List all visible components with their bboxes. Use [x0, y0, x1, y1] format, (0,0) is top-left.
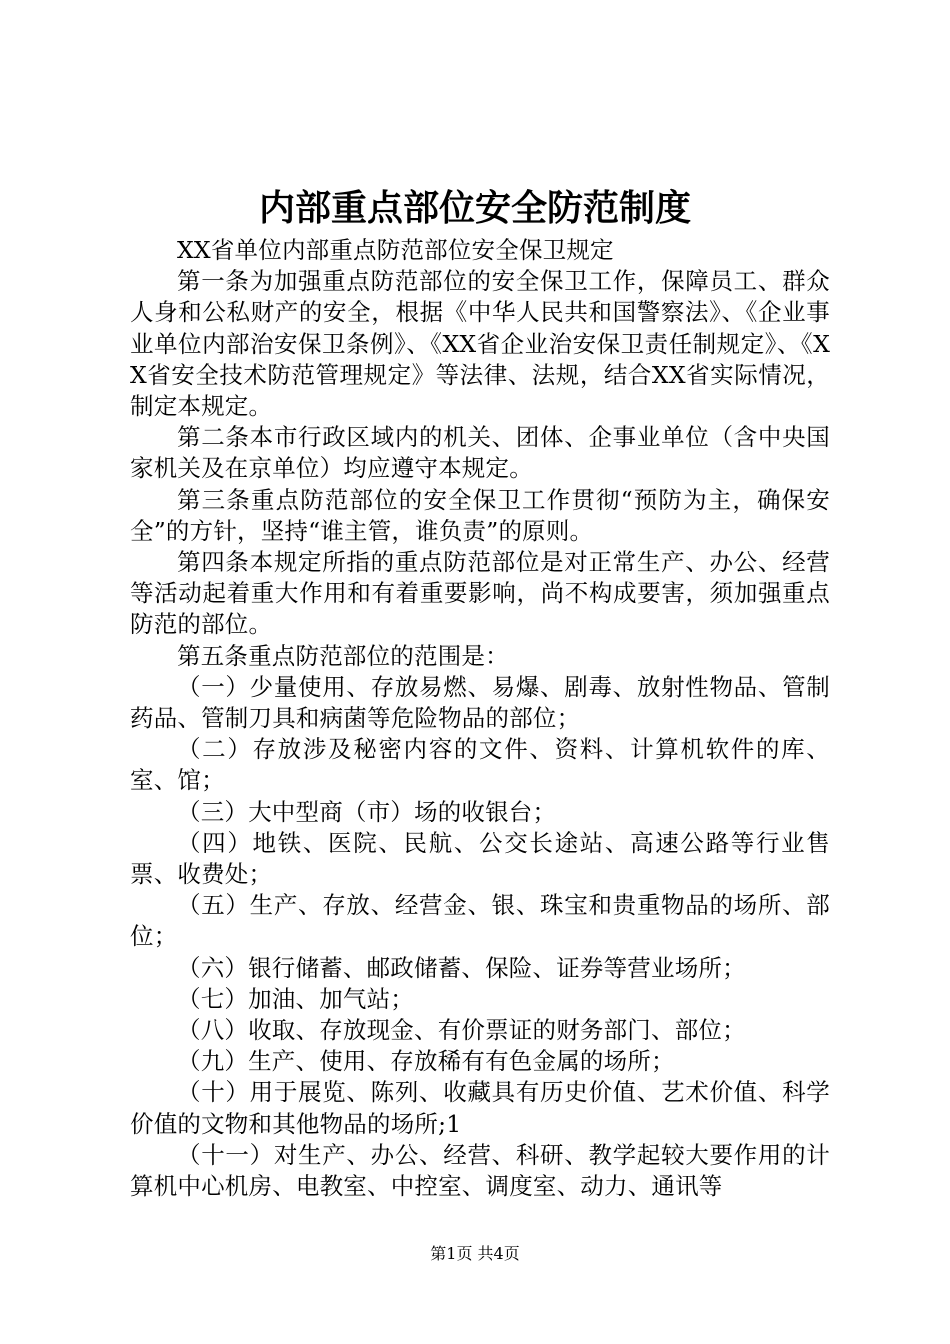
list-item-10: （十）用于展览、陈列、收藏具有历史价值、艺术价值、科学价值的文物和其他物品的场所;1: [130, 1078, 830, 1138]
list-item-8: （八）收取、存放现金、有价票证的财务部门、部位；: [177, 1016, 746, 1045]
document-title: 内部重点部位安全防范制度: [258, 188, 691, 229]
list-item-3: （三）大中型商（市）场的收银台；: [177, 797, 557, 826]
paragraph-article-2: 第二条本市行政区域内的机关、团体、企事业单位（含中央国家机关及在京单位）均应遵守本规定。: [130, 423, 830, 483]
paragraph-article-4: 第四条本规定所指的重点防范部位是对正常生产、办公、经营等活动起着重大作用和有着重要影响，尚不构成要害，须加强重点防范的部位。: [130, 548, 830, 639]
list-item-2: （二）存放涉及秘密内容的文件、资料、计算机软件的库、室、馆；: [130, 735, 830, 795]
paragraph-article-5: 第五条重点防范部位的范围是：: [177, 641, 509, 670]
list-item-7: （七）加油、加气站；: [177, 984, 414, 1013]
document-body: [130, 235, 830, 1202]
paragraph-article-1: 第一条为加强重点防范部位的安全保卫工作，保障员工、群众人身和公私财产的安全，根据《中华人民共和国警察法》、《企业事业单位内部治安保卫条例》、《XX省企业治安保卫责任制规定》、《XX省安全技术防范管理规定》等法律、法规，结合XX省实际情况，制定本规定。: [130, 267, 830, 421]
paragraph-article-3: 第三条重点防范部位的安全保卫工作贯彻“预防为主，确保安全”的方针，坚持“谁主管，谁负责”的原则。: [130, 485, 830, 545]
page-footer: 第1页 共4页: [430, 1244, 520, 1263]
list-item-6: （六）银行储蓄、邮政储蓄、保险、证券等营业场所；: [177, 953, 746, 982]
list-item-4: （四）地铁、医院、民航、公交长途站、高速公路等行业售票、收费处；: [130, 828, 830, 889]
list-item-1: （一）少量使用、存放易燃、易爆、剧毒、放射性物品、管制药品、管制刀具和病菌等危险物品的部位；: [130, 672, 830, 733]
list-item-11: （十一）对生产、办公、经营、科研、教学起较大要作用的计算机中心机房、电教室、中控室、调度室、动力、通讯等: [130, 1140, 830, 1201]
paragraph-heading: XX省单位内部重点防范部位安全保卫规定: [177, 236, 614, 264]
list-item-5: （五）生产、存放、经营金、银、珠宝和贵重物品的场所、部位；: [130, 891, 830, 951]
list-item-9: （九）生产、使用、存放稀有有色金属的场所；: [177, 1047, 675, 1076]
